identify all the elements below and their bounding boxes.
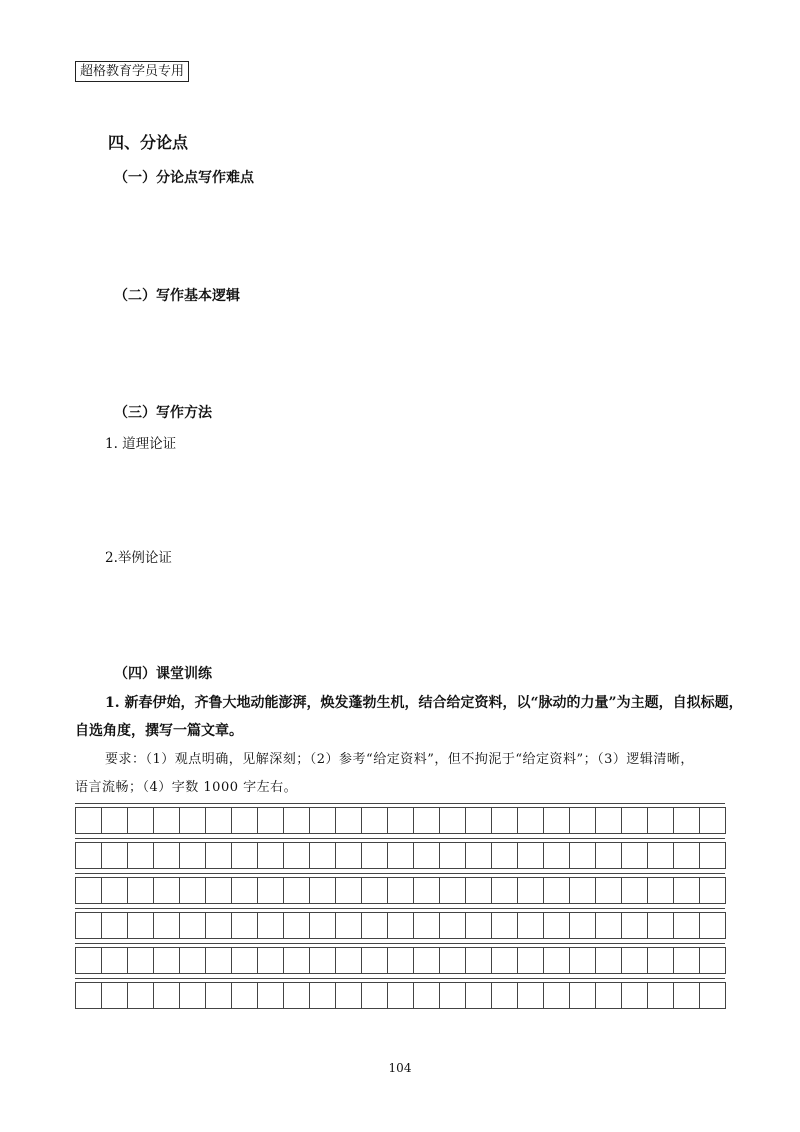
grid-row — [75, 947, 725, 975]
grid-cell[interactable] — [569, 912, 596, 939]
grid-cell[interactable] — [257, 982, 284, 1009]
grid-cell[interactable] — [75, 842, 102, 869]
grid-cell[interactable] — [205, 842, 232, 869]
subheading-writing-difficulties: （一）分论点写作难点 — [114, 170, 254, 186]
grid-cell[interactable] — [673, 842, 700, 869]
grid-cell[interactable] — [465, 807, 492, 834]
grid-row — [75, 807, 725, 835]
grid-cell[interactable] — [699, 842, 726, 869]
grid-separator — [75, 908, 725, 909]
grid-cell[interactable] — [621, 947, 648, 974]
grid-cell[interactable] — [127, 877, 154, 904]
grid-cell[interactable] — [101, 807, 128, 834]
grid-row — [75, 877, 725, 905]
grid-cell[interactable] — [75, 947, 102, 974]
grid-cell[interactable] — [387, 982, 414, 1009]
grid-cell[interactable] — [699, 947, 726, 974]
grid-cell[interactable] — [569, 947, 596, 974]
grid-cell[interactable] — [439, 947, 466, 974]
grid-cell[interactable] — [205, 912, 232, 939]
grid-cell[interactable] — [257, 877, 284, 904]
grid-cell[interactable] — [673, 807, 700, 834]
grid-cell[interactable] — [361, 807, 388, 834]
grid-cell[interactable] — [257, 807, 284, 834]
grid-cell[interactable] — [257, 947, 284, 974]
grid-cell[interactable] — [621, 877, 648, 904]
grid-cell[interactable] — [153, 912, 180, 939]
grid-cell[interactable] — [517, 982, 544, 1009]
grid-cell[interactable] — [387, 877, 414, 904]
grid-cell[interactable] — [309, 807, 336, 834]
grid-cell[interactable] — [231, 947, 258, 974]
grid-cell[interactable] — [621, 982, 648, 1009]
grid-cell[interactable] — [387, 807, 414, 834]
grid-cell[interactable] — [491, 842, 518, 869]
grid-cell[interactable] — [179, 982, 206, 1009]
grid-cell[interactable] — [101, 842, 128, 869]
grid-cell[interactable] — [101, 877, 128, 904]
exercise-requirements-line-2: 语言流畅；（4）字数 1000 字左右。 — [75, 780, 298, 795]
grid-cell[interactable] — [413, 807, 440, 834]
grid-cell[interactable] — [75, 807, 102, 834]
grid-cell[interactable] — [231, 842, 258, 869]
grid-cell[interactable] — [205, 982, 232, 1009]
grid-cell[interactable] — [231, 912, 258, 939]
grid-cell[interactable] — [595, 807, 622, 834]
grid-cell[interactable] — [283, 877, 310, 904]
grid-cell[interactable] — [647, 842, 674, 869]
grid-cell[interactable] — [335, 982, 362, 1009]
grid-cell[interactable] — [127, 807, 154, 834]
grid-cell[interactable] — [205, 947, 232, 974]
grid-cell[interactable] — [699, 912, 726, 939]
grid-cell[interactable] — [205, 807, 232, 834]
grid-cell[interactable] — [647, 807, 674, 834]
grid-cell[interactable] — [543, 842, 570, 869]
grid-cell[interactable] — [361, 912, 388, 939]
grid-row — [75, 842, 725, 870]
grid-cell[interactable] — [439, 982, 466, 1009]
grid-cell[interactable] — [335, 877, 362, 904]
grid-cell[interactable] — [153, 947, 180, 974]
grid-cell[interactable] — [335, 807, 362, 834]
grid-cell[interactable] — [439, 877, 466, 904]
grid-cell[interactable] — [543, 947, 570, 974]
grid-cell[interactable] — [179, 912, 206, 939]
header-tag: 超格教育学员专用 — [75, 61, 189, 82]
grid-cell[interactable] — [621, 807, 648, 834]
grid-cell[interactable] — [101, 947, 128, 974]
grid-cell[interactable] — [75, 982, 102, 1009]
grid-cell[interactable] — [387, 842, 414, 869]
grid-cell[interactable] — [387, 912, 414, 939]
grid-cell[interactable] — [153, 842, 180, 869]
method-example-argument: 2.举例论证 — [105, 550, 172, 566]
page-number: 104 — [388, 1061, 412, 1075]
grid-cell[interactable] — [127, 842, 154, 869]
grid-cell[interactable] — [647, 877, 674, 904]
grid-cell[interactable] — [413, 842, 440, 869]
grid-cell[interactable] — [283, 982, 310, 1009]
grid-cell[interactable] — [205, 877, 232, 904]
grid-cell[interactable] — [361, 982, 388, 1009]
section-title: 四、分论点 — [108, 133, 189, 152]
grid-cell[interactable] — [127, 947, 154, 974]
grid-cell[interactable] — [335, 947, 362, 974]
grid-cell[interactable] — [283, 947, 310, 974]
grid-cell[interactable] — [517, 807, 544, 834]
grid-cell[interactable] — [543, 877, 570, 904]
grid-cell[interactable] — [101, 982, 128, 1009]
grid-cell[interactable] — [309, 877, 336, 904]
grid-cell[interactable] — [101, 912, 128, 939]
grid-cell[interactable] — [543, 982, 570, 1009]
exercise-prompt-line-2: 自选角度，撰写一篇文章。 — [75, 723, 243, 739]
grid-cell[interactable] — [309, 947, 336, 974]
grid-cell[interactable] — [231, 982, 258, 1009]
grid-cell[interactable] — [465, 842, 492, 869]
grid-cell[interactable] — [595, 912, 622, 939]
grid-separator — [75, 873, 725, 874]
grid-separator — [75, 978, 725, 979]
grid-cell[interactable] — [413, 912, 440, 939]
grid-cell[interactable] — [569, 842, 596, 869]
grid-row — [75, 912, 725, 940]
grid-cell[interactable] — [283, 842, 310, 869]
grid-cell[interactable] — [595, 842, 622, 869]
grid-cell[interactable] — [153, 877, 180, 904]
grid-cell[interactable] — [179, 807, 206, 834]
grid-separator — [75, 803, 725, 804]
grid-cell[interactable] — [413, 947, 440, 974]
grid-cell[interactable] — [465, 877, 492, 904]
grid-cell[interactable] — [465, 912, 492, 939]
grid-cell[interactable] — [647, 982, 674, 1009]
grid-cell[interactable] — [153, 982, 180, 1009]
grid-cell[interactable] — [465, 982, 492, 1009]
grid-cell[interactable] — [361, 877, 388, 904]
grid-cell[interactable] — [569, 877, 596, 904]
subheading-writing-methods: （三）写作方法 — [114, 405, 212, 421]
grid-cell[interactable] — [439, 912, 466, 939]
grid-cell[interactable] — [465, 947, 492, 974]
grid-cell[interactable] — [439, 807, 466, 834]
grid-cell[interactable] — [491, 982, 518, 1009]
grid-cell[interactable] — [439, 842, 466, 869]
exercise-requirements-line-1: 要求：（1）观点明确，见解深刻；（2）参考“给定资料”，但不拘泥于“给定资料”；（3）逻辑清晰， — [105, 752, 694, 767]
grid-cell[interactable] — [335, 912, 362, 939]
grid-cell[interactable] — [309, 912, 336, 939]
grid-cell[interactable] — [595, 877, 622, 904]
grid-cell[interactable] — [413, 982, 440, 1009]
grid-cell[interactable] — [127, 912, 154, 939]
grid-row — [75, 982, 725, 1010]
subheading-class-training: （四）课堂训练 — [114, 666, 212, 682]
exercise-prompt-line-1: 1. 新春伊始，齐鲁大地动能澎湃，焕发蓬勃生机，结合给定资料，以“脉动的力量”为主题，自拟标题， — [105, 695, 743, 711]
grid-cell[interactable] — [387, 947, 414, 974]
grid-cell[interactable] — [517, 877, 544, 904]
grid-cell[interactable] — [491, 947, 518, 974]
grid-cell[interactable] — [595, 947, 622, 974]
grid-cell[interactable] — [75, 912, 102, 939]
grid-cell[interactable] — [491, 807, 518, 834]
grid-cell[interactable] — [231, 807, 258, 834]
grid-cell[interactable] — [257, 842, 284, 869]
grid-separator — [75, 838, 725, 839]
grid-cell[interactable] — [361, 842, 388, 869]
method-reasoning-argument: 1. 道理论证 — [105, 436, 177, 452]
grid-cell[interactable] — [231, 877, 258, 904]
grid-cell[interactable] — [361, 947, 388, 974]
grid-cell[interactable] — [543, 807, 570, 834]
grid-cell[interactable] — [569, 807, 596, 834]
grid-cell[interactable] — [309, 982, 336, 1009]
grid-cell[interactable] — [179, 842, 206, 869]
grid-cell[interactable] — [153, 807, 180, 834]
grid-cell[interactable] — [179, 947, 206, 974]
grid-cell[interactable] — [127, 982, 154, 1009]
grid-separator — [75, 943, 725, 944]
grid-cell[interactable] — [621, 912, 648, 939]
grid-cell[interactable] — [647, 947, 674, 974]
grid-cell[interactable] — [569, 982, 596, 1009]
grid-cell[interactable] — [75, 877, 102, 904]
grid-cell[interactable] — [283, 912, 310, 939]
grid-cell[interactable] — [309, 842, 336, 869]
grid-cell[interactable] — [517, 912, 544, 939]
grid-cell[interactable] — [673, 912, 700, 939]
grid-cell[interactable] — [257, 912, 284, 939]
grid-cell[interactable] — [413, 877, 440, 904]
grid-cell[interactable] — [335, 842, 362, 869]
subheading-basic-logic: （二）写作基本逻辑 — [114, 288, 240, 304]
grid-cell[interactable] — [517, 947, 544, 974]
grid-cell[interactable] — [699, 807, 726, 834]
grid-cell[interactable] — [517, 842, 544, 869]
grid-cell[interactable] — [673, 947, 700, 974]
grid-cell[interactable] — [595, 982, 622, 1009]
grid-cell[interactable] — [699, 982, 726, 1009]
grid-cell[interactable] — [647, 912, 674, 939]
grid-cell[interactable] — [491, 912, 518, 939]
grid-cell[interactable] — [283, 807, 310, 834]
grid-cell[interactable] — [621, 842, 648, 869]
grid-cell[interactable] — [673, 877, 700, 904]
grid-cell[interactable] — [179, 877, 206, 904]
grid-cell[interactable] — [543, 912, 570, 939]
grid-cell[interactable] — [673, 982, 700, 1009]
grid-cell[interactable] — [491, 877, 518, 904]
grid-cell[interactable] — [699, 877, 726, 904]
